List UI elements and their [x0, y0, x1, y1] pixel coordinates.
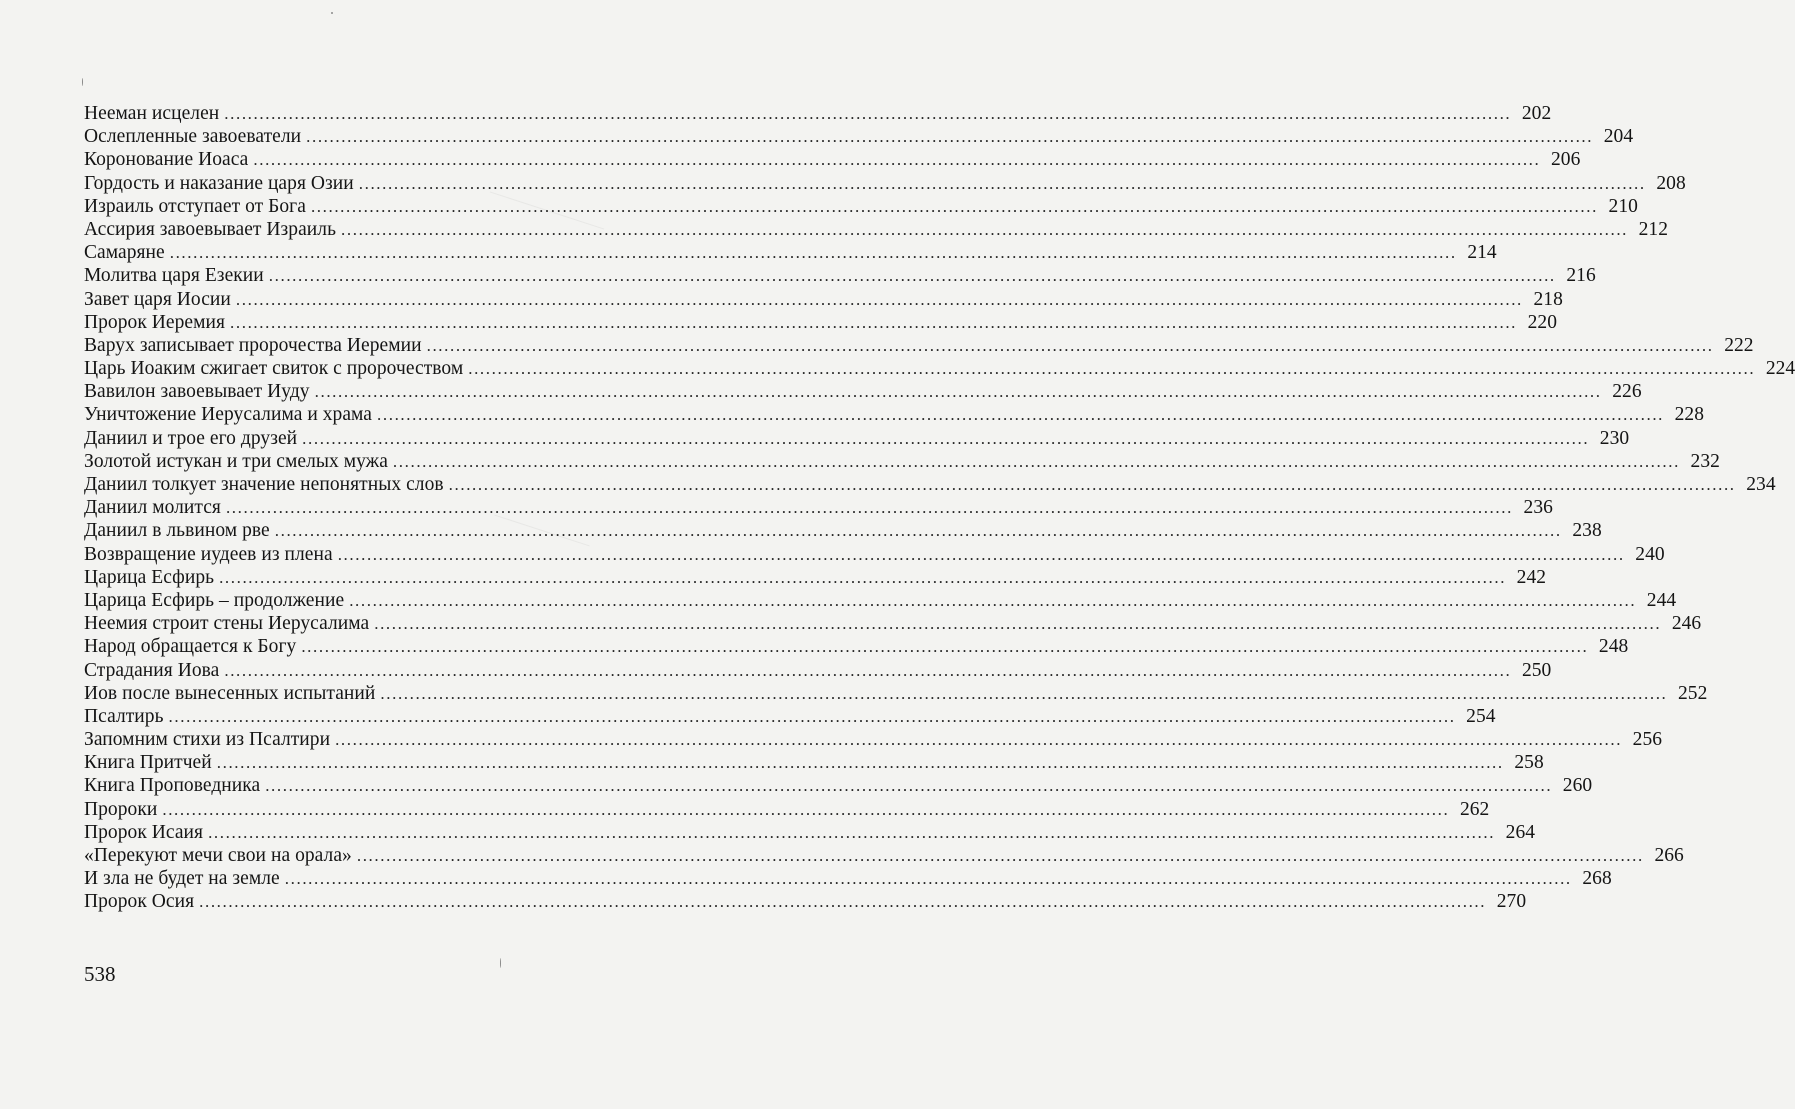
- toc-entry: [84, 821, 1536, 844]
- toc-entry: [84, 450, 1720, 473]
- toc-entry-title: Самаряне: [84, 242, 165, 264]
- dot-leader: ............................................................................................................................................................................................................................: [314, 382, 1602, 402]
- toc-entry: [84, 890, 1527, 913]
- toc-entry: [84, 659, 1552, 682]
- toc-entry: [84, 125, 1634, 148]
- toc-entry-page: 210: [1608, 195, 1638, 217]
- dot-leader: ............................................................................................................................................................................................................................: [168, 706, 1456, 726]
- toc-entry-title: Неемия строит стены Иерусалима: [84, 613, 370, 635]
- dot-leader: ............................................................................................................................................................................................................................: [335, 730, 1623, 750]
- toc-entry-page: 216: [1566, 265, 1596, 287]
- toc-entry: [84, 427, 1630, 450]
- paper-speck: [331, 12, 333, 14]
- toc-entry: [84, 403, 1705, 426]
- toc-entry-title: «Перекуют мечи свои на орала»: [84, 845, 352, 866]
- toc-entry: [84, 705, 1496, 728]
- toc-entry-title: Книга Притчей: [84, 752, 212, 774]
- toc-entry-title: Варух записывает пророчества Иеремии: [84, 334, 422, 356]
- toc-entry: [84, 148, 1581, 171]
- toc-entry-title: Страдания Иова: [84, 659, 220, 681]
- dot-leader: ............................................................................................................................................................................................................................: [268, 266, 1556, 286]
- dot-leader: ............................................................................................................................................................................................................................: [374, 614, 1662, 634]
- toc-entry-page: 230: [1599, 427, 1630, 449]
- toc-entry-title: Пророки: [84, 798, 158, 820]
- toc-entry: [84, 195, 1638, 218]
- toc-entry: [84, 357, 1795, 380]
- toc-entry-title: Ослепленные завоеватели: [84, 126, 302, 148]
- toc-entry-title: Пророк Иеремия: [84, 311, 226, 333]
- dot-leader: ............................................................................................................................................................................................................................: [356, 846, 1644, 865]
- dot-leader: ............................................................................................................................................................................................................................: [230, 312, 1518, 332]
- toc-entry-title: Народ обращается к Богу: [84, 636, 297, 658]
- toc-entry-title: Царь Иоаким сжигает свиток с пророчеством: [84, 358, 464, 380]
- toc-entry: [84, 311, 1558, 334]
- toc-entry-title: Золотой истукан и три смелых мужа: [84, 450, 388, 472]
- dot-leader: ............................................................................................................................................................................................................................: [265, 776, 1553, 796]
- dot-leader: ............................................................................................................................................................................................................................: [284, 869, 1572, 889]
- toc-entry: [84, 682, 1708, 705]
- dot-leader: ............................................................................................................................................................................................................................: [341, 219, 1629, 239]
- dot-leader: ............................................................................................................................................................................................................................: [216, 753, 1504, 773]
- toc-entry: [84, 334, 1754, 357]
- toc-entry-page: 268: [1582, 868, 1612, 890]
- dot-leader: ............................................................................................................................................................................................................................: [380, 683, 1668, 703]
- toc-entry: [84, 589, 1677, 612]
- toc-entry-page: 226: [1612, 381, 1642, 403]
- toc-entry: [84, 798, 1490, 821]
- toc-entry-title: Запомним стихи из Псалтири: [84, 729, 331, 751]
- toc-entry: [84, 519, 1602, 542]
- toc-entry: [84, 496, 1553, 519]
- toc-entry-page: 262: [1459, 798, 1490, 820]
- toc-entry-page: 206: [1550, 149, 1581, 171]
- toc-entry-title: Коронование Иоаса: [84, 149, 249, 171]
- toc-entry: [84, 612, 1702, 635]
- dot-leader: ............................................................................................................................................................................................................................: [219, 567, 1507, 587]
- toc-entry: [84, 264, 1596, 287]
- toc-entry: [84, 728, 1663, 751]
- toc-entry-title: Молитва царя Езекии: [84, 265, 264, 287]
- toc-entry-title: Царица Есфирь – продолжение: [84, 589, 345, 611]
- toc-entry-title: Израиль отступает от Бога: [84, 195, 306, 217]
- toc-entry-page: 238: [1572, 520, 1602, 542]
- dot-leader: ............................................................................................................................................................................................................................: [468, 359, 1756, 379]
- dot-leader: ............................................................................................................................................................................................................................: [162, 799, 1450, 819]
- toc-entry-page: 202: [1521, 103, 1552, 124]
- toc-entry-page: 254: [1466, 705, 1496, 727]
- toc-entry-page: 256: [1632, 729, 1663, 751]
- toc-entry-page: 236: [1523, 497, 1553, 519]
- toc-entry-page: 250: [1521, 659, 1552, 681]
- dot-leader: ............................................................................................................................................................................................................................: [302, 428, 1590, 448]
- toc-entry-page: 218: [1533, 288, 1563, 310]
- toc-entry-page: 244: [1646, 589, 1677, 611]
- toc-entry: [84, 172, 1686, 195]
- toc-entry-page: 260: [1562, 775, 1593, 797]
- toc-entry-page: 204: [1603, 126, 1634, 148]
- toc-entry: [84, 774, 1593, 797]
- dot-leader: ............................................................................................................................................................................................................................: [169, 243, 1457, 263]
- dot-leader: ............................................................................................................................................................................................................................: [253, 150, 1541, 170]
- dot-leader: ............................................................................................................................................................................................................................: [448, 475, 1736, 494]
- toc-entry: [84, 380, 1642, 403]
- toc-entry-title: Даниил толкует значение непонятных слов: [84, 474, 444, 495]
- toc-entry-page: 212: [1638, 218, 1669, 240]
- dot-leader: ............................................................................................................................................................................................................................: [349, 590, 1637, 610]
- toc-entry-page: 232: [1690, 450, 1720, 472]
- toc-entry-title: Пророк Осия: [84, 891, 195, 913]
- toc-entry: [84, 635, 1629, 658]
- toc-entry-page: 246: [1671, 613, 1702, 635]
- toc-entry-title: Ассирия завоевывает Израиль: [84, 218, 337, 240]
- toc-entry-page: 270: [1496, 891, 1527, 913]
- paper-speck: [82, 78, 83, 86]
- toc-entry-title: Пророк Исаия: [84, 821, 204, 843]
- dot-leader: ............................................................................................................................................................................................................................: [337, 544, 1625, 564]
- table-of-contents: [84, 102, 1795, 914]
- toc-entry-title: И зла не будет на земле: [84, 868, 280, 890]
- toc-entry-page: 234: [1746, 474, 1776, 495]
- toc-entry-title: Завет царя Иосии: [84, 288, 231, 310]
- dot-leader: ............................................................................................................................................................................................................................: [377, 405, 1665, 425]
- toc-entry-page: 252: [1677, 682, 1708, 704]
- toc-entry-title: Нееман исцелен: [84, 103, 220, 124]
- dot-leader: ............................................................................................................................................................................................................................: [224, 104, 1512, 123]
- dot-leader: ............................................................................................................................................................................................................................: [310, 196, 1598, 216]
- dot-leader: ............................................................................................................................................................................................................................: [225, 498, 1513, 518]
- toc-entry-page: 214: [1467, 242, 1497, 264]
- toc-entry-page: 258: [1514, 752, 1544, 774]
- toc-entry-title: Гордость и наказание царя Озии: [84, 172, 354, 194]
- toc-entry: [84, 543, 1665, 566]
- toc-entry-title: Псалтирь: [84, 705, 164, 727]
- toc-entry: [84, 102, 1552, 125]
- toc-entry-title: Иов после вынесенных испытаний: [84, 682, 376, 704]
- dot-leader: ............................................................................................................................................................................................................................: [426, 335, 1714, 355]
- toc-entry-title: Царица Есфирь: [84, 566, 215, 588]
- dot-leader: ............................................................................................................................................................................................................................: [199, 892, 1487, 912]
- toc-entry-title: Вавилон завоевывает Иуду: [84, 381, 310, 403]
- dot-leader: ............................................................................................................................................................................................................................: [301, 637, 1589, 657]
- dot-leader: ............................................................................................................................................................................................................................: [235, 289, 1523, 309]
- toc-entry-page: 208: [1656, 172, 1686, 194]
- toc-entry: [84, 751, 1544, 774]
- toc-entry-title: Возвращение иудеев из плена: [84, 543, 333, 565]
- toc-entry-title: Даниил в львином рве: [84, 520, 270, 542]
- dot-leader: ............................................................................................................................................................................................................................: [306, 127, 1594, 147]
- toc-entry: [84, 867, 1612, 890]
- toc-entry: [84, 473, 1776, 496]
- toc-entry-title: Книга Проповедника: [84, 775, 261, 797]
- dot-leader: ............................................................................................................................................................................................................................: [358, 173, 1646, 193]
- toc-entry-page: 242: [1516, 566, 1547, 588]
- toc-entry-title: Даниил и трое его друзей: [84, 427, 298, 449]
- toc-entry-page: 228: [1674, 404, 1705, 426]
- toc-entry-page: 224: [1765, 358, 1795, 380]
- page-number: 538: [84, 962, 116, 986]
- toc-entry: [84, 218, 1669, 241]
- toc-entry-title: Даниил молится: [84, 497, 221, 519]
- toc-entry-title: Уничтожение Иерусалима и храма: [84, 404, 373, 426]
- dot-leader: ............................................................................................................................................................................................................................: [208, 822, 1496, 842]
- toc-entry-page: 264: [1505, 821, 1536, 843]
- toc-entry-page: 220: [1527, 311, 1558, 333]
- toc-entry-page: 222: [1724, 334, 1754, 356]
- dot-leader: ............................................................................................................................................................................................................................: [274, 521, 1562, 541]
- dot-leader: ............................................................................................................................................................................................................................: [224, 660, 1512, 680]
- toc-entry-page: 248: [1598, 636, 1629, 658]
- toc-entry: [84, 566, 1547, 589]
- toc-entry: [84, 288, 1563, 311]
- toc-entry-page: 240: [1635, 543, 1665, 565]
- paper-speck: [500, 958, 501, 968]
- dot-leader: ............................................................................................................................................................................................................................: [392, 451, 1680, 471]
- toc-entry-page: 266: [1654, 845, 1684, 866]
- toc-entry: [84, 241, 1497, 264]
- toc-entry: [84, 844, 1684, 867]
